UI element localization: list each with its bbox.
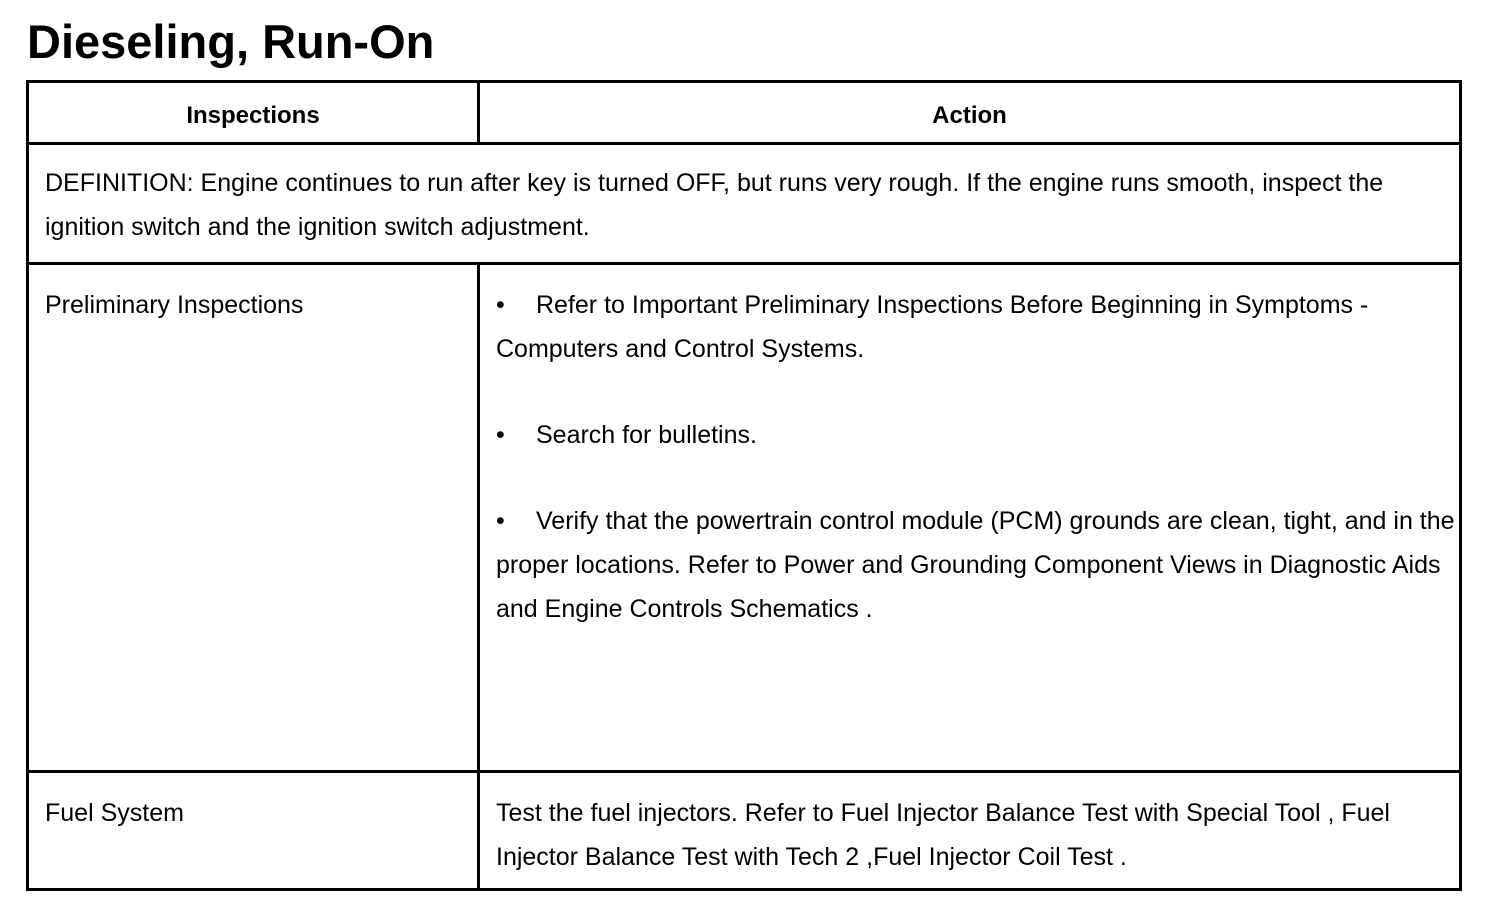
list-item	[496, 413, 1456, 457]
page-title: Dieseling, Run-On	[27, 15, 435, 68]
table-row	[29, 265, 1459, 773]
header-inspections: Inspections	[186, 102, 320, 129]
bullet-text: Refer to Important Preliminary Inspections Before Beginning in Symptoms - Computers and Control Systems.	[496, 291, 1369, 363]
definition-row	[29, 145, 1459, 265]
header-action: Action	[932, 102, 1007, 129]
action-cell	[480, 773, 1459, 888]
bullet-icon: •	[496, 291, 505, 319]
bullet-icon: •	[496, 507, 505, 535]
action-cell	[480, 265, 1459, 770]
header-cell-action	[480, 83, 1459, 142]
table-header-row	[29, 83, 1459, 145]
action-bullet-list	[496, 283, 1456, 631]
inspection-cell	[29, 773, 477, 888]
bullet-text: Search for bulletins.	[536, 421, 757, 449]
definition-text: DEFINITION: Engine continues to run after key is turned OFF, but runs very rough. If the engine runs smooth, inspect the ignition switch and the ignition switch adjustment.	[45, 169, 1384, 241]
bullet-icon: •	[496, 421, 505, 449]
diagnostic-table	[26, 80, 1462, 891]
inspection-label: Preliminary Inspections	[45, 291, 304, 319]
header-cell-inspections	[29, 83, 477, 142]
inspection-cell	[29, 265, 477, 770]
list-item	[496, 499, 1456, 631]
table-row	[29, 773, 1459, 888]
inspection-label: Fuel System	[45, 799, 184, 827]
bullet-text: Verify that the powertrain control module (PCM) grounds are clean, tight, and in the proper locations. Refer to Power and Grounding Component Views in Diagnostic Aids and Engine Controls Schematics .	[496, 507, 1455, 623]
action-text: Test the fuel injectors. Refer to Fuel Injector Balance Test with Special Tool , Fuel Injector Balance Test with Tech 2 ,Fuel Injector Coil Test .	[496, 799, 1390, 871]
list-item	[496, 283, 1456, 371]
